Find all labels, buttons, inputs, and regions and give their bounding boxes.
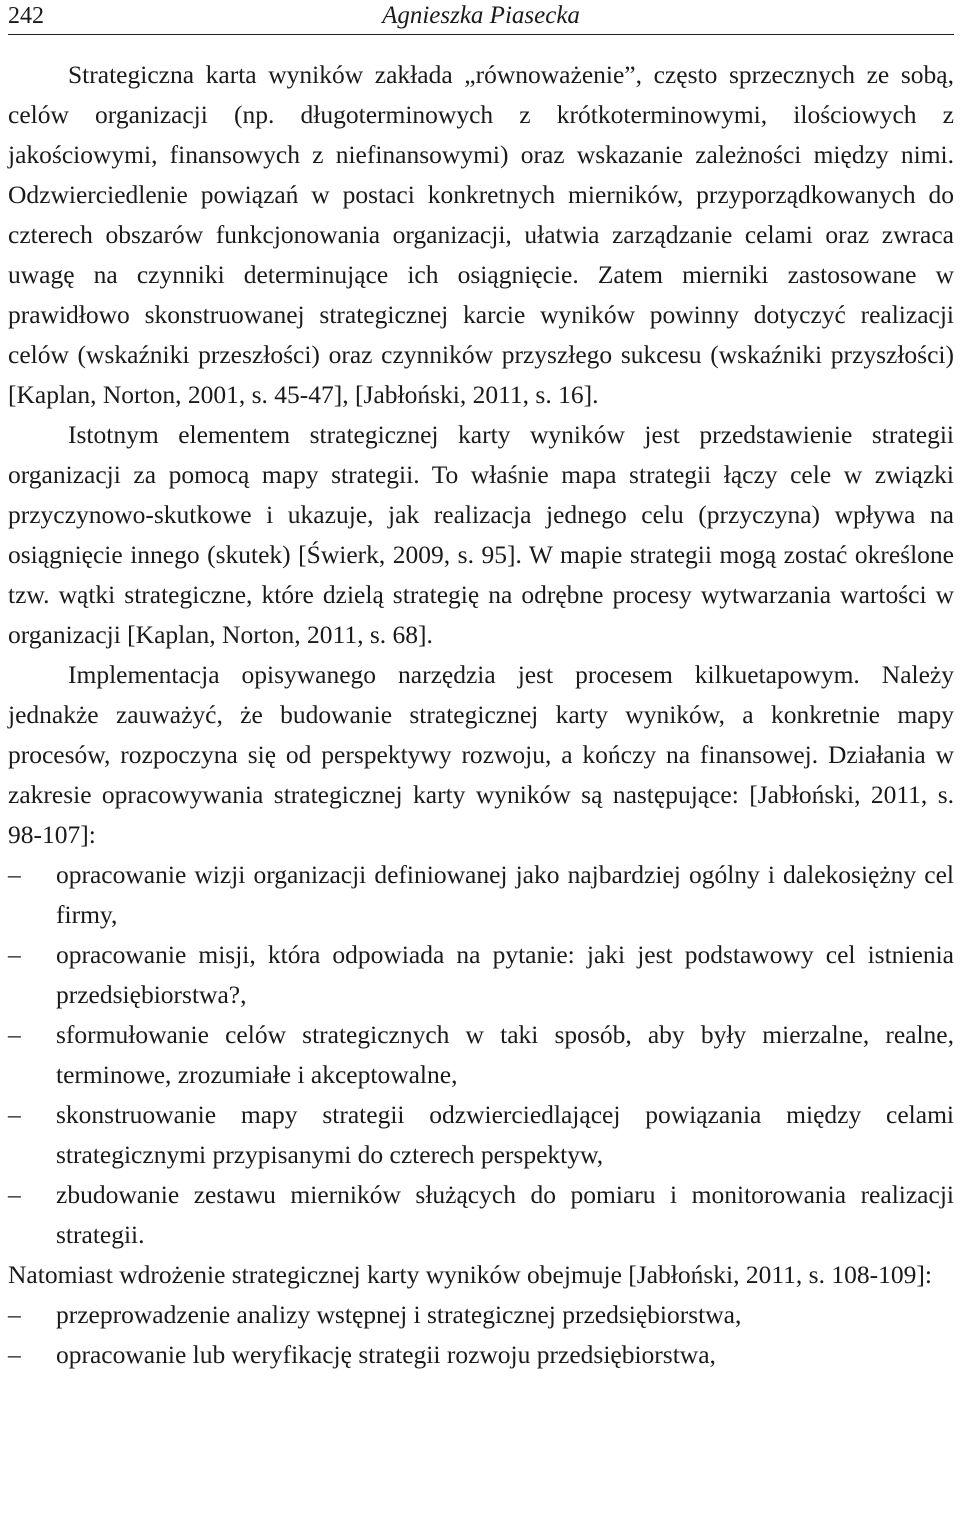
list-dash: –: [8, 1020, 21, 1049]
list-dash: –: [8, 1180, 21, 1209]
list-dash: –: [8, 940, 21, 969]
body-text: [8, 55, 954, 1375]
running-header-author: Agnieszka Piasecka: [382, 2, 580, 29]
list-item-text: opracowanie wizji organizacji definiowanej jako najbardziej ogólny i dalekosiężny cel firmy,: [56, 860, 954, 929]
list-dash: –: [8, 860, 21, 889]
document-page: [8, 0, 954, 1525]
paragraph-1: Strategiczna karta wyników zakłada „równoważenie”, często sprzecznych ze sobą, celów organizacji (np. długoterminowych z krótkoterminowymi, ilościowych z jakościowymi, finansowych z niefinansowymi) oraz wskazanie zależności między nimi. Odzwierciedlenie powiązań w postaci konkretnych mierników, przyporządkowanych do czterech obszarów funkcjonowania organizacji, ułatwia zarządzanie celami oraz zwraca uwagę na czynniki determinujące ich osiągnięcie. Zatem mierniki zastosowane w prawidłowo skonstruowanej strategicznej karcie wyników powinny dotyczyć realizacji celów (wskaźniki przeszłości) oraz czynników przyszłego sukcesu (wskaźniki przyszłości) [Kaplan, Norton, 2001, s. 45-47], [Jabłoński, 2011, s. 16].: [8, 60, 954, 409]
list-item: [8, 1015, 954, 1095]
list-item-text: przeprowadzenie analizy wstępnej i strategicznej przedsiębiorstwa,: [56, 1300, 742, 1329]
paragraph-4: Natomiast wdrożenie strategicznej karty wyników obejmuje [Jabłoński, 2011, s. 108-109]:: [8, 1260, 932, 1289]
list-item-text: opracowanie lub weryfikację strategii rozwoju przedsiębiorstwa,: [56, 1340, 716, 1369]
list-item: [8, 1295, 954, 1335]
list-dash: –: [8, 1100, 21, 1129]
running-header: [8, 0, 954, 35]
list-item: [8, 935, 954, 1015]
paragraph-2: Istotnym elementem strategicznej karty wyników jest przedstawienie strategii organizacji za pomocą mapy strategii. To właśnie mapa strategii łączy cele w związki przyczynowo-skutkowe i ukazuje, jak realizacja jednego celu (przyczyna) wpływa na osiągnięcie innego (skutek) [Świerk, 2009, s. 95]. W mapie strategii mogą zostać określone tzw. wątki strategiczne, które dzielą strategię na odrębne procesy wytwarzania wartości w organizacji [Kaplan, Norton, 2011, s. 68].: [8, 420, 954, 649]
list-item-text: sformułowanie celów strategicznych w taki sposób, aby były mierzalne, realne, terminowe, zrozumiałe i akceptowalne,: [56, 1020, 954, 1089]
list-dash: –: [8, 1340, 21, 1369]
list-item: [8, 1335, 954, 1375]
list-item-text: zbudowanie zestawu mierników służących do pomiaru i monitorowania realizacji strategii.: [56, 1180, 954, 1249]
list-strategy-card-activities: [8, 855, 954, 1255]
list-dash: –: [8, 1300, 21, 1329]
list-item: [8, 855, 954, 935]
list-item: [8, 1175, 954, 1255]
list-implementation-steps: [8, 1295, 954, 1375]
list-item-text: opracowanie misji, która odpowiada na pytanie: jaki jest podstawowy cel istnienia przedsiębiorstwa?,: [56, 940, 954, 1009]
list-item: [8, 1095, 954, 1175]
page-number: 242: [8, 3, 44, 29]
paragraph-3: Implementacja opisywanego narzędzia jest procesem kilkuetapowym. Należy jednakże zauważyć, że budowanie strategicznej karty wyników, a konkretnie mapy procesów, rozpoczyna się od perspektywy rozwoju, a kończy na finansowej. Działania w zakresie opracowywania strategicznej karty wyników są następujące: [Jabłoński, 2011, s. 98-107]:: [8, 660, 954, 849]
list-item-text: skonstruowanie mapy strategii odzwierciedlającej powiązania między celami strategicznymi przypisanymi do czterech perspektyw,: [56, 1100, 954, 1169]
